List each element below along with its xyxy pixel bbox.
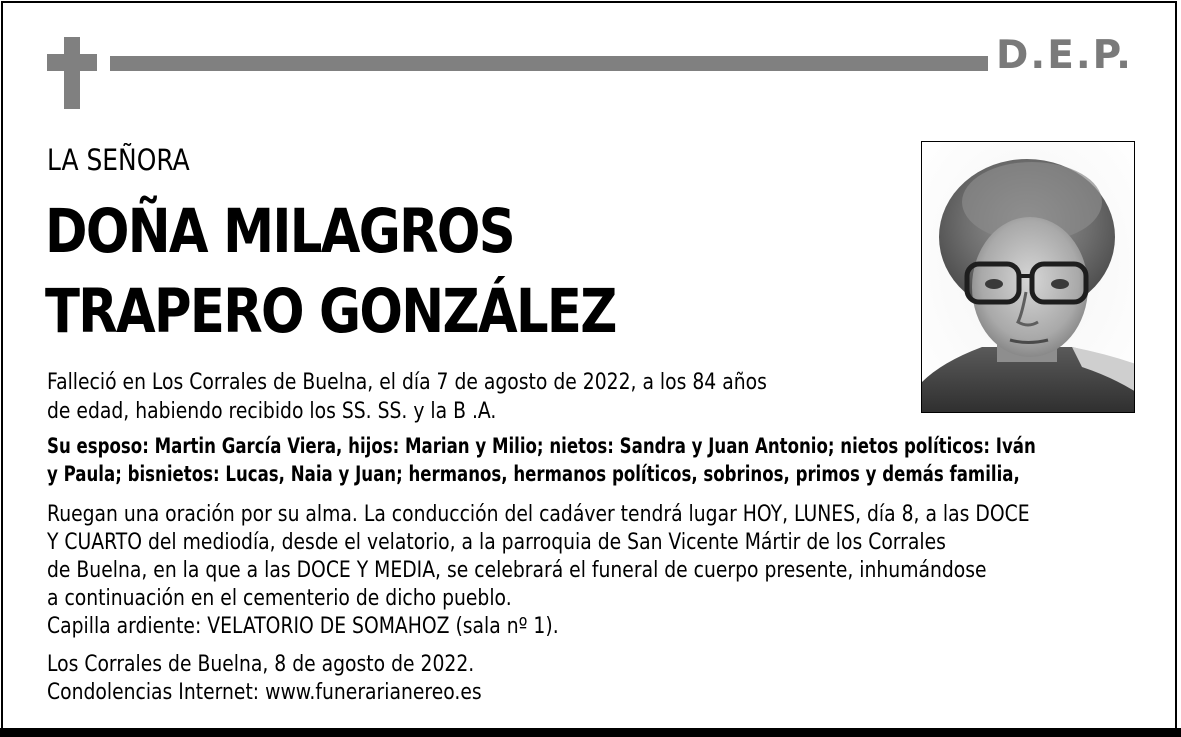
family-list <box>47 432 1036 488</box>
bottom-border <box>0 728 1181 737</box>
funeral-line: a continuación en el cementerio de dicho pueblo. <box>47 586 512 611</box>
family-line: Su esposo: Martin García Viera, hijos: Marian y Milio; nietos: Sandra y Juan Antonio; nietos políticos: Iván <box>47 434 1036 458</box>
condolences-line: Condolencias Internet: www.funerarianereo.es <box>47 680 482 705</box>
honorific: LA SEÑORA <box>47 143 190 177</box>
deceased-name-line1: DOÑA MILAGROS <box>45 196 514 267</box>
death-notice <box>47 368 767 426</box>
header-rule <box>110 56 988 71</box>
closing <box>47 650 482 706</box>
funeral-line: de Buelna, en la que a las DOCE Y MEDIA, se celebrará el funeral de cuerpo presente, inhumándose <box>47 558 987 583</box>
chapel-line: Capilla ardiente: VELATORIO DE SOMAHOZ (sala nº 1). <box>47 614 559 639</box>
portrait-image <box>922 142 1135 413</box>
funeral-details <box>47 500 1030 640</box>
funeral-line: Ruegan una oración por su alma. La conducción del cadáver tendrá lugar HOY, LUNES, día 8, a las DOCE <box>47 502 1030 527</box>
portrait-photo <box>921 141 1135 413</box>
death-notice-line: Falleció en Los Corrales de Buelna, el día 7 de agosto de 2022, a los 84 años <box>47 370 767 395</box>
deceased-name-line2: TRAPERO GONZÁLEZ <box>45 276 616 347</box>
dep-label: D.E.P. <box>996 33 1133 78</box>
cross-icon <box>64 37 80 109</box>
death-notice-line: de edad, habiendo recibido los SS. SS. y la B .A. <box>47 399 497 424</box>
place-date-line: Los Corrales de Buelna, 8 de agosto de 2022. <box>47 652 475 677</box>
cross-icon-bar <box>47 54 97 71</box>
family-line: y Paula; bisnietos: Lucas, Naia y Juan; hermanos, hermanos políticos, sobrinos, primos y demás familia, <box>47 462 1020 486</box>
funeral-line: Y CUARTO del mediodía, desde el velatorio, a la parroquia de San Vicente Mártir de los Corrales <box>47 530 946 555</box>
